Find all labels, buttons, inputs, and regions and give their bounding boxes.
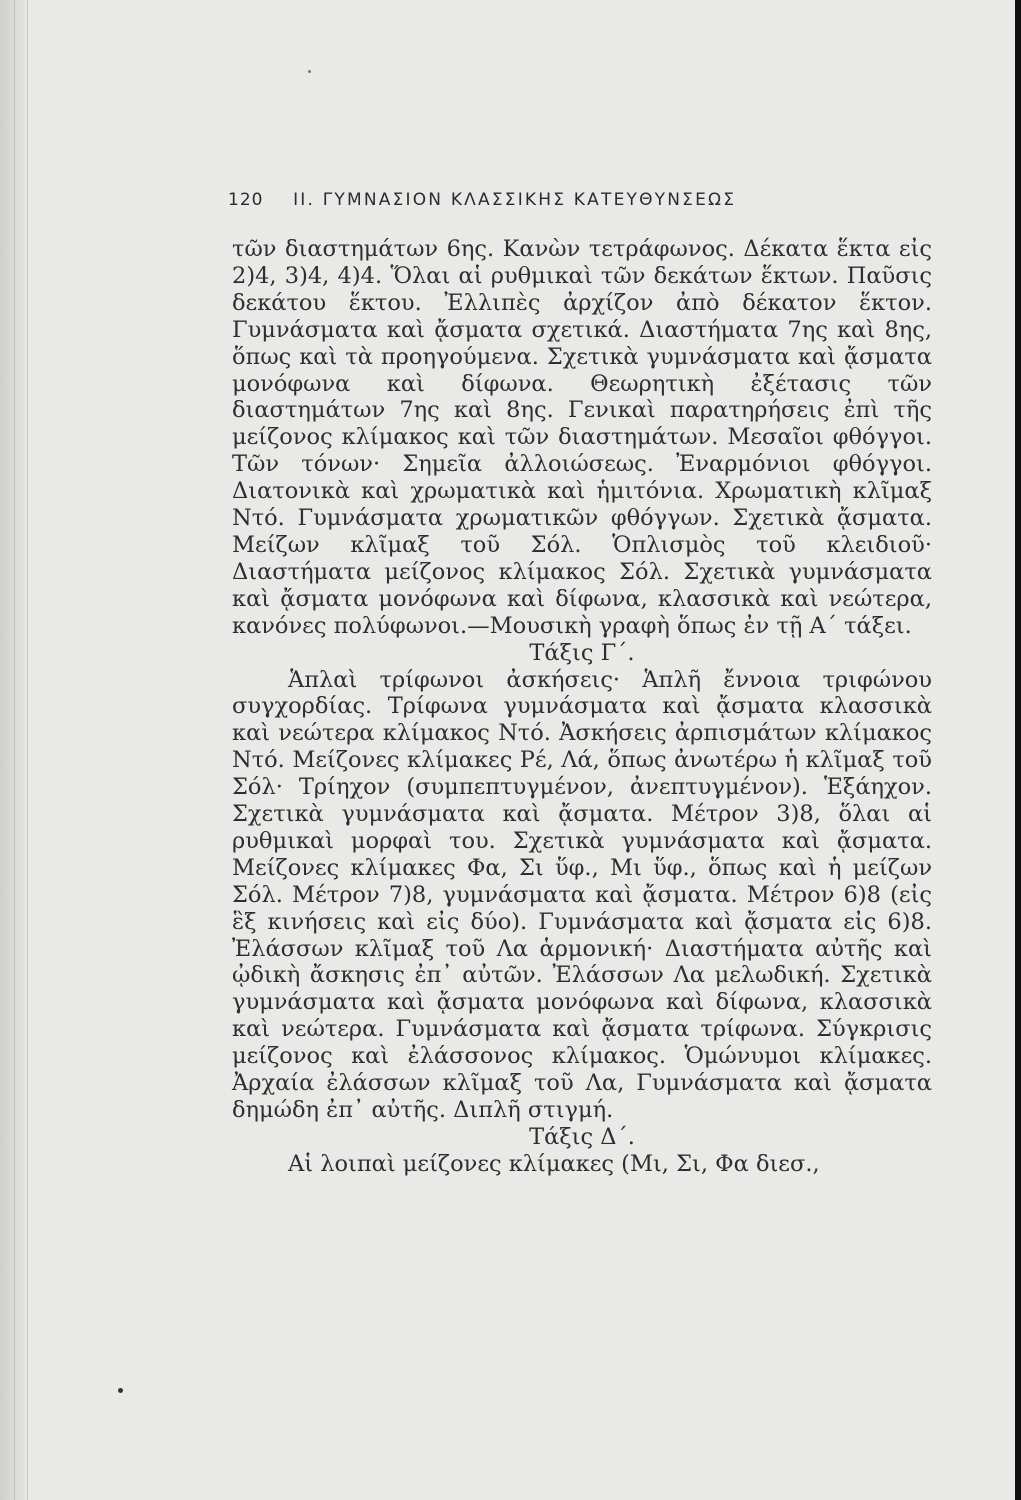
scan-border <box>1015 0 1021 1500</box>
paragraph: τῶν διαστημάτων 6ης. Κανὼν τετράφωνος. Δέκατα ἕκτα εἰς 2)4, 3)4, 4)4. Ὅλαι αἱ ρυθμικαὶ τῶν δεκάτων ἕκτων. Παῦσις δεκάτου ἕκτου. Ἐλλιπὲς ἀρχίζον ἀπὸ δέκατον ἕκτον. Γυμνάσματα καὶ ᾄσματα σχετικά. Διαστήματα 7ης καὶ 8ης, ὅπως καὶ τὰ προηγούμενα. Σχετικὰ γυμνάσματα καὶ ᾄσματα μονόφωνα καὶ δίφωνα. Θεωρητικὴ ἐξέτασις τῶν διαστημάτων 7ης καὶ 8ης. Γενικαὶ παρατηρήσεις ἐπὶ τῆς μείζονος κλίμακος καὶ τῶν διαστημάτων. Μεσαῖοι φθόγγοι. Τῶν τόνων· Σημεῖα ἀλλοιώσεως. Ἐναρμόνιοι φθόγγοι. Διατονικὰ καὶ χρωματικὰ καὶ ἡμιτόνια. Χρωματικὴ κλῖμαξ Ντό. Γυμνάσματα χρωματικῶν φθόγγων. Σχετικὰ ᾄσματα. Μείζων κλῖμαξ τοῦ Σόλ. Ὁπλισμὸς τοῦ κλειδιοῦ· Διαστήματα μείζονος κλίμακος Σόλ. Σχετικὰ γυμνάσματα καὶ ᾄσματα μονόφωνα καὶ δίφωνα, κλασσικὰ καὶ νεώτερα, κανόνες πολύφωνοι.—Μουσικὴ γραφὴ ὅπως ἐν τῇ Α΄ τάξει. <box>232 236 932 639</box>
body-text <box>232 236 932 1178</box>
section-heading: Τάξις Γ΄. <box>529 639 635 666</box>
running-title: II. ΓΥΜΝΑΣΙΟΝ ΚΛΑΣΣΙΚΗΣ ΚΑΤΕΥΘΥΝΣΕΩΣ <box>293 190 737 210</box>
paragraph: Ἁπλαὶ τρίφωνοι ἀσκήσεις· Ἁπλῆ ἔννοια τριφώνου συγχορδίας. Τρίφωνα γυμνάσματα καὶ ᾄσματα κλασσικὰ καὶ νεώτερα κλίμακος Ντό. Ἀσκήσεις ἀρπισμάτων κλίμακος Ντό. Μείζονες κλίμακες Ρέ, Λά, ὅπως ἀνωτέρω ἡ κλῖμαξ τοῦ Σόλ· Τρίηχον (συμπεπτυγμένον, ἀνεπτυγμένον). Ἑξάηχον. Σχετικὰ γυμνάσματα καὶ ᾄσματα. Μέτρον 3)8, ὅλαι αἱ ρυθμικαὶ μορφαὶ του. Σχετικὰ γυμνάσματα καὶ ᾄσματα. Μείζονες κλίμακες Φα, Σι ὕφ., Μι ὕφ., ὅπως καὶ ἡ μείζων Σόλ. Μέτρον 7)8, γυμνάσματα καὶ ᾄσματα. Μέτρον 6)8 (εἰς ἓξ κινήσεις καὶ εἰς δύο). Γυμνάσματα καὶ ᾄσματα εἰς 6)8. Ἐλάσσων κλῖμαξ τοῦ Λα ἁρμονική· Διαστήματα αὐτῆς καὶ ᾠδικὴ ἄσκησις ἐπ᾽ αὐτῶν. Ἐλάσσων Λα μελωδική. Σχετικὰ γυμνάσματα καὶ ᾄσματα μονόφωνα καὶ δίφωνα, κλασσικὰ καὶ νεώτερα. Γυμνάσματα καὶ ᾄσματα τρίφωνα. Σύγκρισις μείζονος καὶ ἐλάσσονος κλίμακος. Ὁμώνυμοι κλίμακες. Ἀρχαία ἐλάσσων κλῖμαξ τοῦ Λα, Γυμνάσματα καὶ ᾄσματα δημώδη ἐπ᾽ αὐτῆς. Διπλῆ στιγμή. <box>232 666 932 1123</box>
page-stack-lines <box>14 0 28 1500</box>
page-number: 120 <box>228 190 264 210</box>
running-header <box>228 190 848 210</box>
section-heading: Τάξις Δ΄. <box>529 1123 635 1150</box>
speck <box>308 70 311 73</box>
ink-mark <box>118 1388 123 1393</box>
paragraph: Αἱ λοιπαὶ μείζονες κλίμακες (Μι, Σι, Φα διεσ., <box>288 1150 820 1177</box>
